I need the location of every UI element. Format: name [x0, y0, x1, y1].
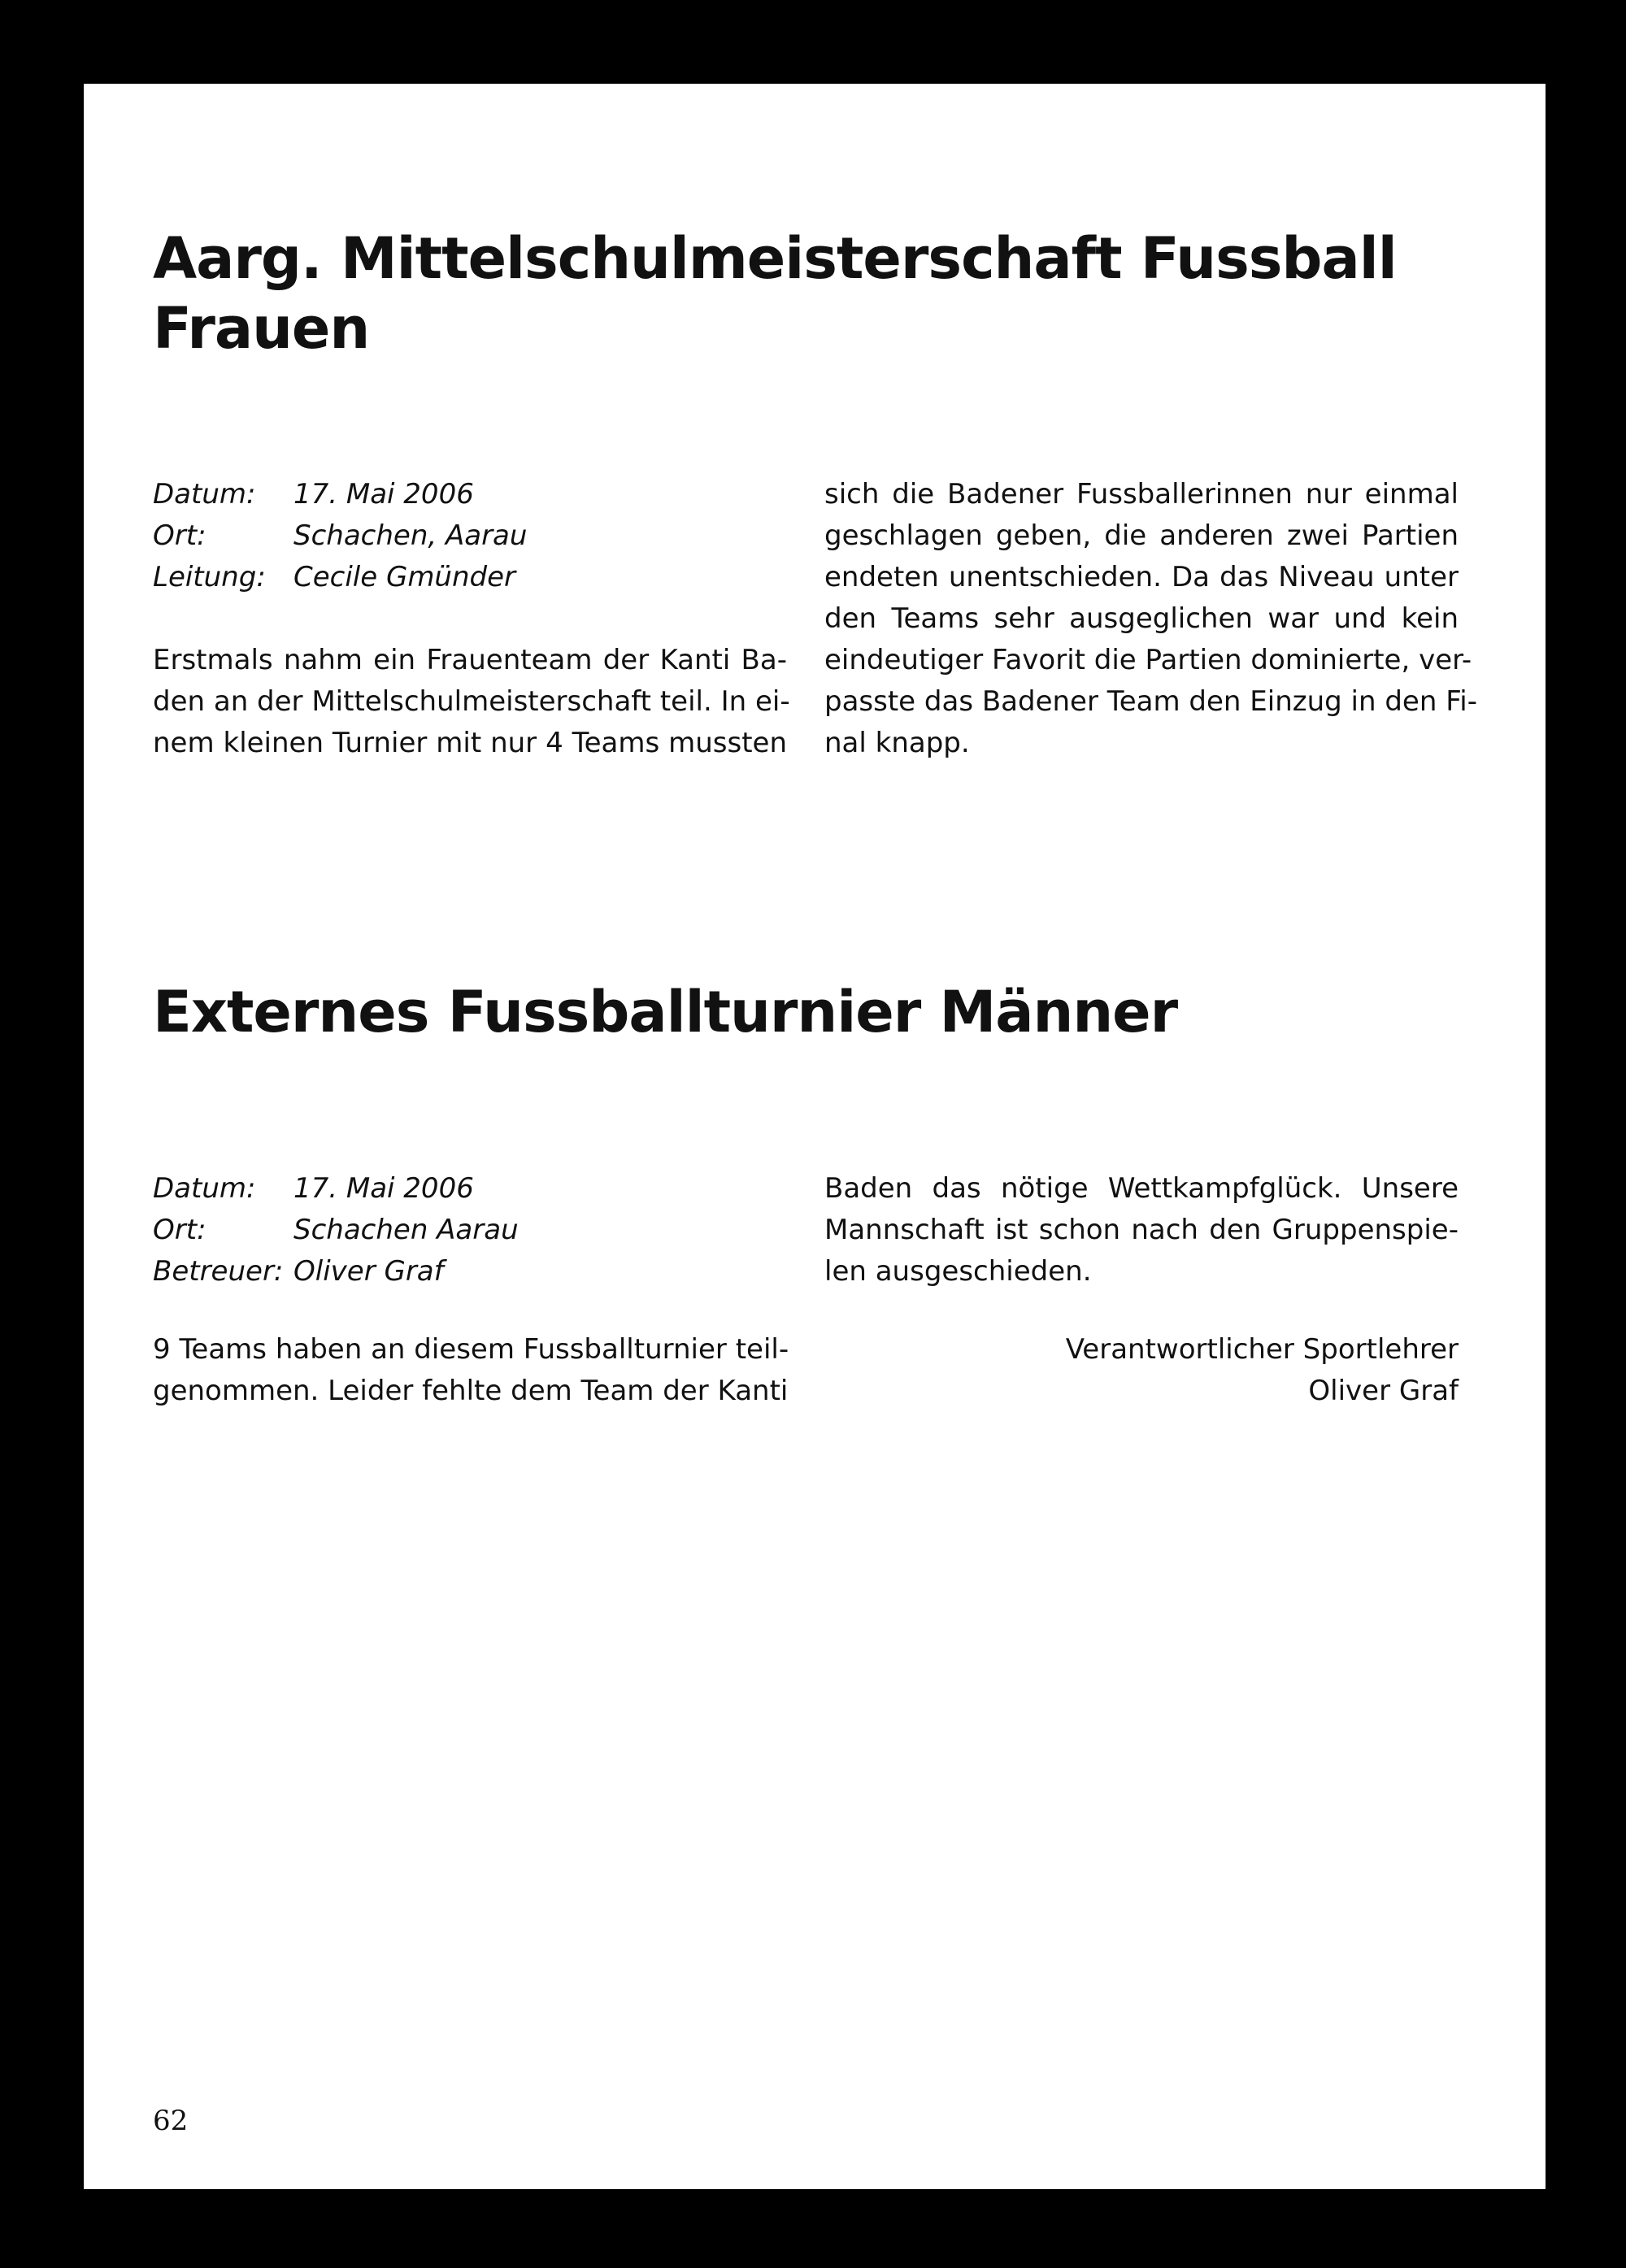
title-line: Frauen: [153, 295, 370, 362]
meta-label: Datum:: [153, 1172, 256, 1205]
body-paragraph: [824, 1168, 1459, 1293]
meta-label: Leitung:: [153, 561, 266, 593]
document-page: [84, 84, 1546, 2189]
meta-row-ort: [153, 1210, 787, 1251]
meta-value: Schachen Aarau: [293, 1214, 519, 1246]
text-line: Erstmals nahm ein Frauenteam der Kanti Ba-: [153, 644, 787, 676]
signature-role: Verantwortlicher Sportlehrer: [1065, 1333, 1459, 1366]
body-paragraph: [153, 1329, 787, 1412]
text-line: den Teams sehr ausgeglichen war und kein: [824, 602, 1459, 635]
text-line: genommen. Leider fehlte dem Team der Kanti: [153, 1375, 789, 1407]
page-number: 62: [153, 2105, 189, 2137]
signature-block: [824, 1329, 1459, 1412]
text-line: sich die Badener Fussballerinnen nur einmal: [824, 478, 1459, 511]
meta-value: Schachen, Aarau: [293, 519, 528, 552]
title-line: Aarg. Mittelschulmeisterschaft Fussball: [153, 225, 1397, 292]
section-frauen-left-column: [153, 474, 790, 764]
signature-name: Oliver Graf: [1308, 1375, 1459, 1407]
text-line: Mannschaft ist schon nach den Gruppenspie-: [824, 1214, 1459, 1246]
text-line: den an der Mittelschulmeisterschaft teil. In ei-: [153, 685, 790, 718]
meta-row-datum: [153, 474, 787, 515]
title-line: Externes Fussballturnier Männer: [153, 979, 1178, 1045]
text-line: Baden das nötige Wettkampfglück. Unsere: [824, 1172, 1459, 1205]
meta-row-leitung: [153, 557, 787, 598]
meta-value: Cecile Gmünder: [293, 561, 516, 593]
meta-value: 17. Mai 2006: [293, 1172, 474, 1205]
section-title-frauen: [153, 224, 1397, 363]
meta-label: Ort:: [153, 519, 207, 552]
meta-label: Betreuer:: [153, 1255, 284, 1288]
text-line: 9 Teams haben an diesem Fussballturnier teil-: [153, 1333, 789, 1366]
meta-label: Ort:: [153, 1214, 207, 1246]
section-maenner-right-column: [824, 1168, 1459, 1412]
text-line: passte das Badener Team den Einzug in den Fi-: [824, 685, 1478, 718]
text-line: endeten unentschieden. Da das Niveau unter: [824, 561, 1459, 593]
text-line: len ausgeschieden.: [824, 1255, 1092, 1288]
meta-row-betreuer: [153, 1251, 787, 1293]
body-paragraph: [824, 474, 1478, 764]
text-line: nal knapp.: [824, 727, 970, 759]
text-line: geschlagen geben, die anderen zwei Partien: [824, 519, 1459, 552]
meta-label: Datum:: [153, 478, 256, 511]
section-frauen-right-column: [824, 474, 1478, 764]
meta-value: 17. Mai 2006: [293, 478, 474, 511]
section-title-maenner: [153, 977, 1177, 1047]
section-maenner-left-column: [153, 1168, 787, 1412]
body-paragraph: [153, 640, 790, 764]
text-line: eindeutiger Favorit die Partien dominierte, ver-: [824, 644, 1472, 676]
meta-value: Oliver Graf: [293, 1255, 444, 1288]
meta-row-datum: [153, 1168, 787, 1210]
text-line: nem kleinen Turnier mit nur 4 Teams mussten: [153, 727, 787, 759]
meta-row-ort: [153, 515, 787, 557]
